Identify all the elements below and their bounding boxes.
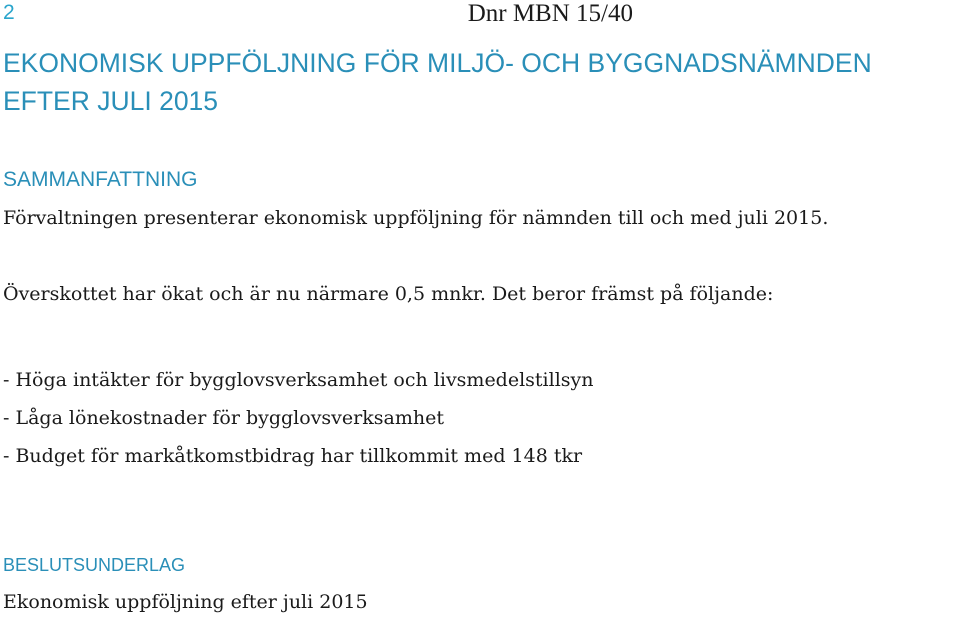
summary-surplus: Överskottet har ökat och är nu närmare 0,5 mnkr. Det beror främst på följande: xyxy=(3,283,774,305)
summary-heading: SAMMANFATTNING xyxy=(3,168,198,191)
summary-points xyxy=(3,361,594,475)
list-item: - Budget för markåtkomstbidrag har tillkommit med 148 tkr xyxy=(3,445,583,467)
page-number: 2 xyxy=(3,1,15,24)
reference-number: Dnr MBN 15/40 xyxy=(467,0,633,27)
document-title-line-2: EFTER JULI 2015 xyxy=(3,86,219,116)
document-title-line-1: EKONOMISK UPPFÖLJNING FÖR MILJÖ- OCH BYGGNADSNÄMNDEN xyxy=(3,48,872,78)
list-item: - Låga lönekostnader för bygglovsverksamhet xyxy=(3,407,444,429)
attachment-item: Ekonomisk uppföljning efter juli 2015 xyxy=(3,591,368,613)
document-title xyxy=(3,44,872,120)
list-item: - Höga intäkter för bygglovsverksamhet och livsmedelstillsyn xyxy=(3,369,594,391)
summary-intro: Förvaltningen presenterar ekonomisk uppföljning för nämnden till och med juli 2015. xyxy=(3,207,829,229)
basis-heading: BESLUTSUNDERLAG xyxy=(3,555,186,575)
